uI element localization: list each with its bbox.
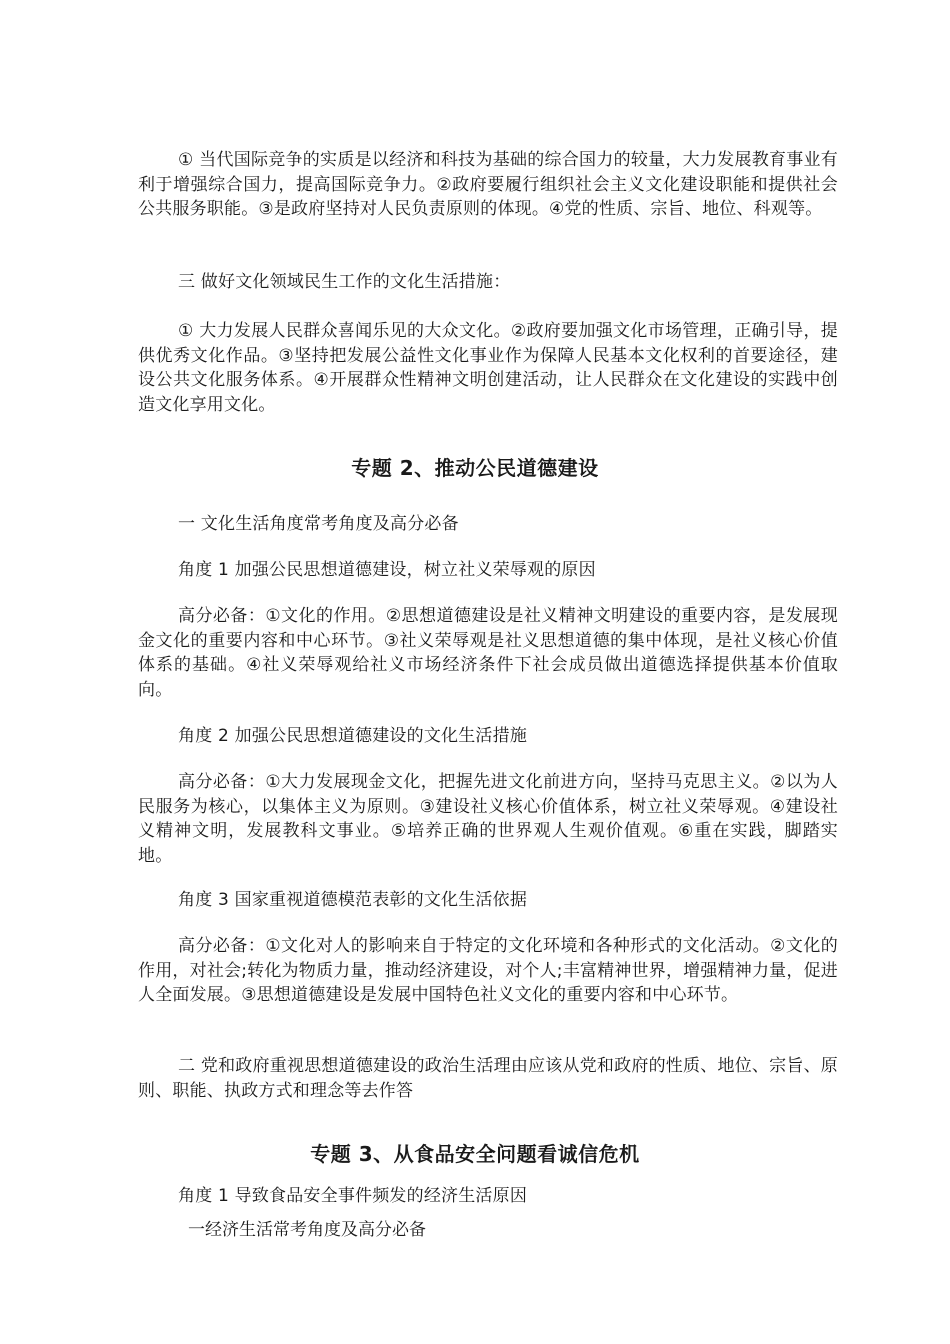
paragraph-angle-2: 角度 2 加强公民思想道德建设的文化生活措施 <box>178 726 528 746</box>
paragraph-angle-3-answer: 高分必备：①文化对人的影响来自于特定的文化环境和各种形式的文化活动。②文化的作用，对社会;转化为物质力量，推动经济建设，对个人;丰富精神世界，增强精神力量，促进人全面发展。③思想道德建设是发展中国特色社义文化的重要内容和中心环节。 <box>138 936 838 1005</box>
paragraph-angle-1-answer: 高分必备：①文化的作用。②思想道德建设是社义精神文明建设的重要内容，是发展现金文化的重要内容和中心环节。③社义荣辱观是社义思想道德的集中体现，是社义核心价值体系的基础。④社义荣辱观给社义市场经济条件下社会成员做出道德选择提供基本价值取向。 <box>138 606 838 700</box>
paragraph-angle-3: 角度 3 国家重视道德模范表彰的文化生活依据 <box>178 890 528 910</box>
topic-2-title: 专题 2、推动公民道德建设 <box>351 456 599 480</box>
paragraph-economic-life-heading: 一经济生活常考角度及高分必备 <box>188 1220 426 1240</box>
paragraph-section-three-heading: 三 做好文化领域民生工作的文化生活措施： <box>178 272 511 292</box>
paragraph-intl-competition: ① 当代国际竞争的实质是以经济和科技为基础的综合国力的较量，大力发展教育事业有利于增强综合国力，提高国际竞争力。②政府要履行组织社会主义文化建设职能和提供社会公共服务职能。③是政府坚持对人民负责原则的体现。④党的性质、宗旨、地位、科观等。 <box>138 150 838 219</box>
paragraph-section-one-heading: 一 文化生活角度常考角度及高分必备 <box>178 514 459 534</box>
paragraph-angle-2-answer: 高分必备：①大力发展现金文化，把握先进文化前进方向，坚持马克思主义。②以为人民服务为核心，以集体主义为原则。③建设社义核心价值体系，树立社义荣辱观。④建设社义精神文明，发展教科文事业。⑤培养正确的世界观人生观价值观。⑥重在实践，脚踏实地。 <box>138 772 838 866</box>
paragraph-culture-measures: ① 大力发展人民群众喜闻乐见的大众文化。②政府要加强文化市场管理，正确引导，提供优秀文化作品。③坚持把发展公益性文化事业作为保障人民基本文化权利的首要途径，建设公共文化服务体系。④开展群众性精神文明创建活动，让人民群众在文化建设的实践中创造文化享用文化。 <box>138 321 838 415</box>
paragraph-topic-3-angle-1: 角度 1 导致食品安全事件频发的经济生活原因 <box>178 1186 528 1206</box>
topic-3-title: 专题 3、从食品安全问题看诚信危机 <box>310 1142 640 1166</box>
paragraph-section-two-heading: 二 党和政府重视思想道德建设的政治生活理由应该从党和政府的性质、地位、宗旨、原则、职能、执政方式和理念等去作答 <box>138 1056 838 1101</box>
paragraph-angle-1: 角度 1 加强公民思想道德建设，树立社义荣辱观的原因 <box>178 560 596 580</box>
